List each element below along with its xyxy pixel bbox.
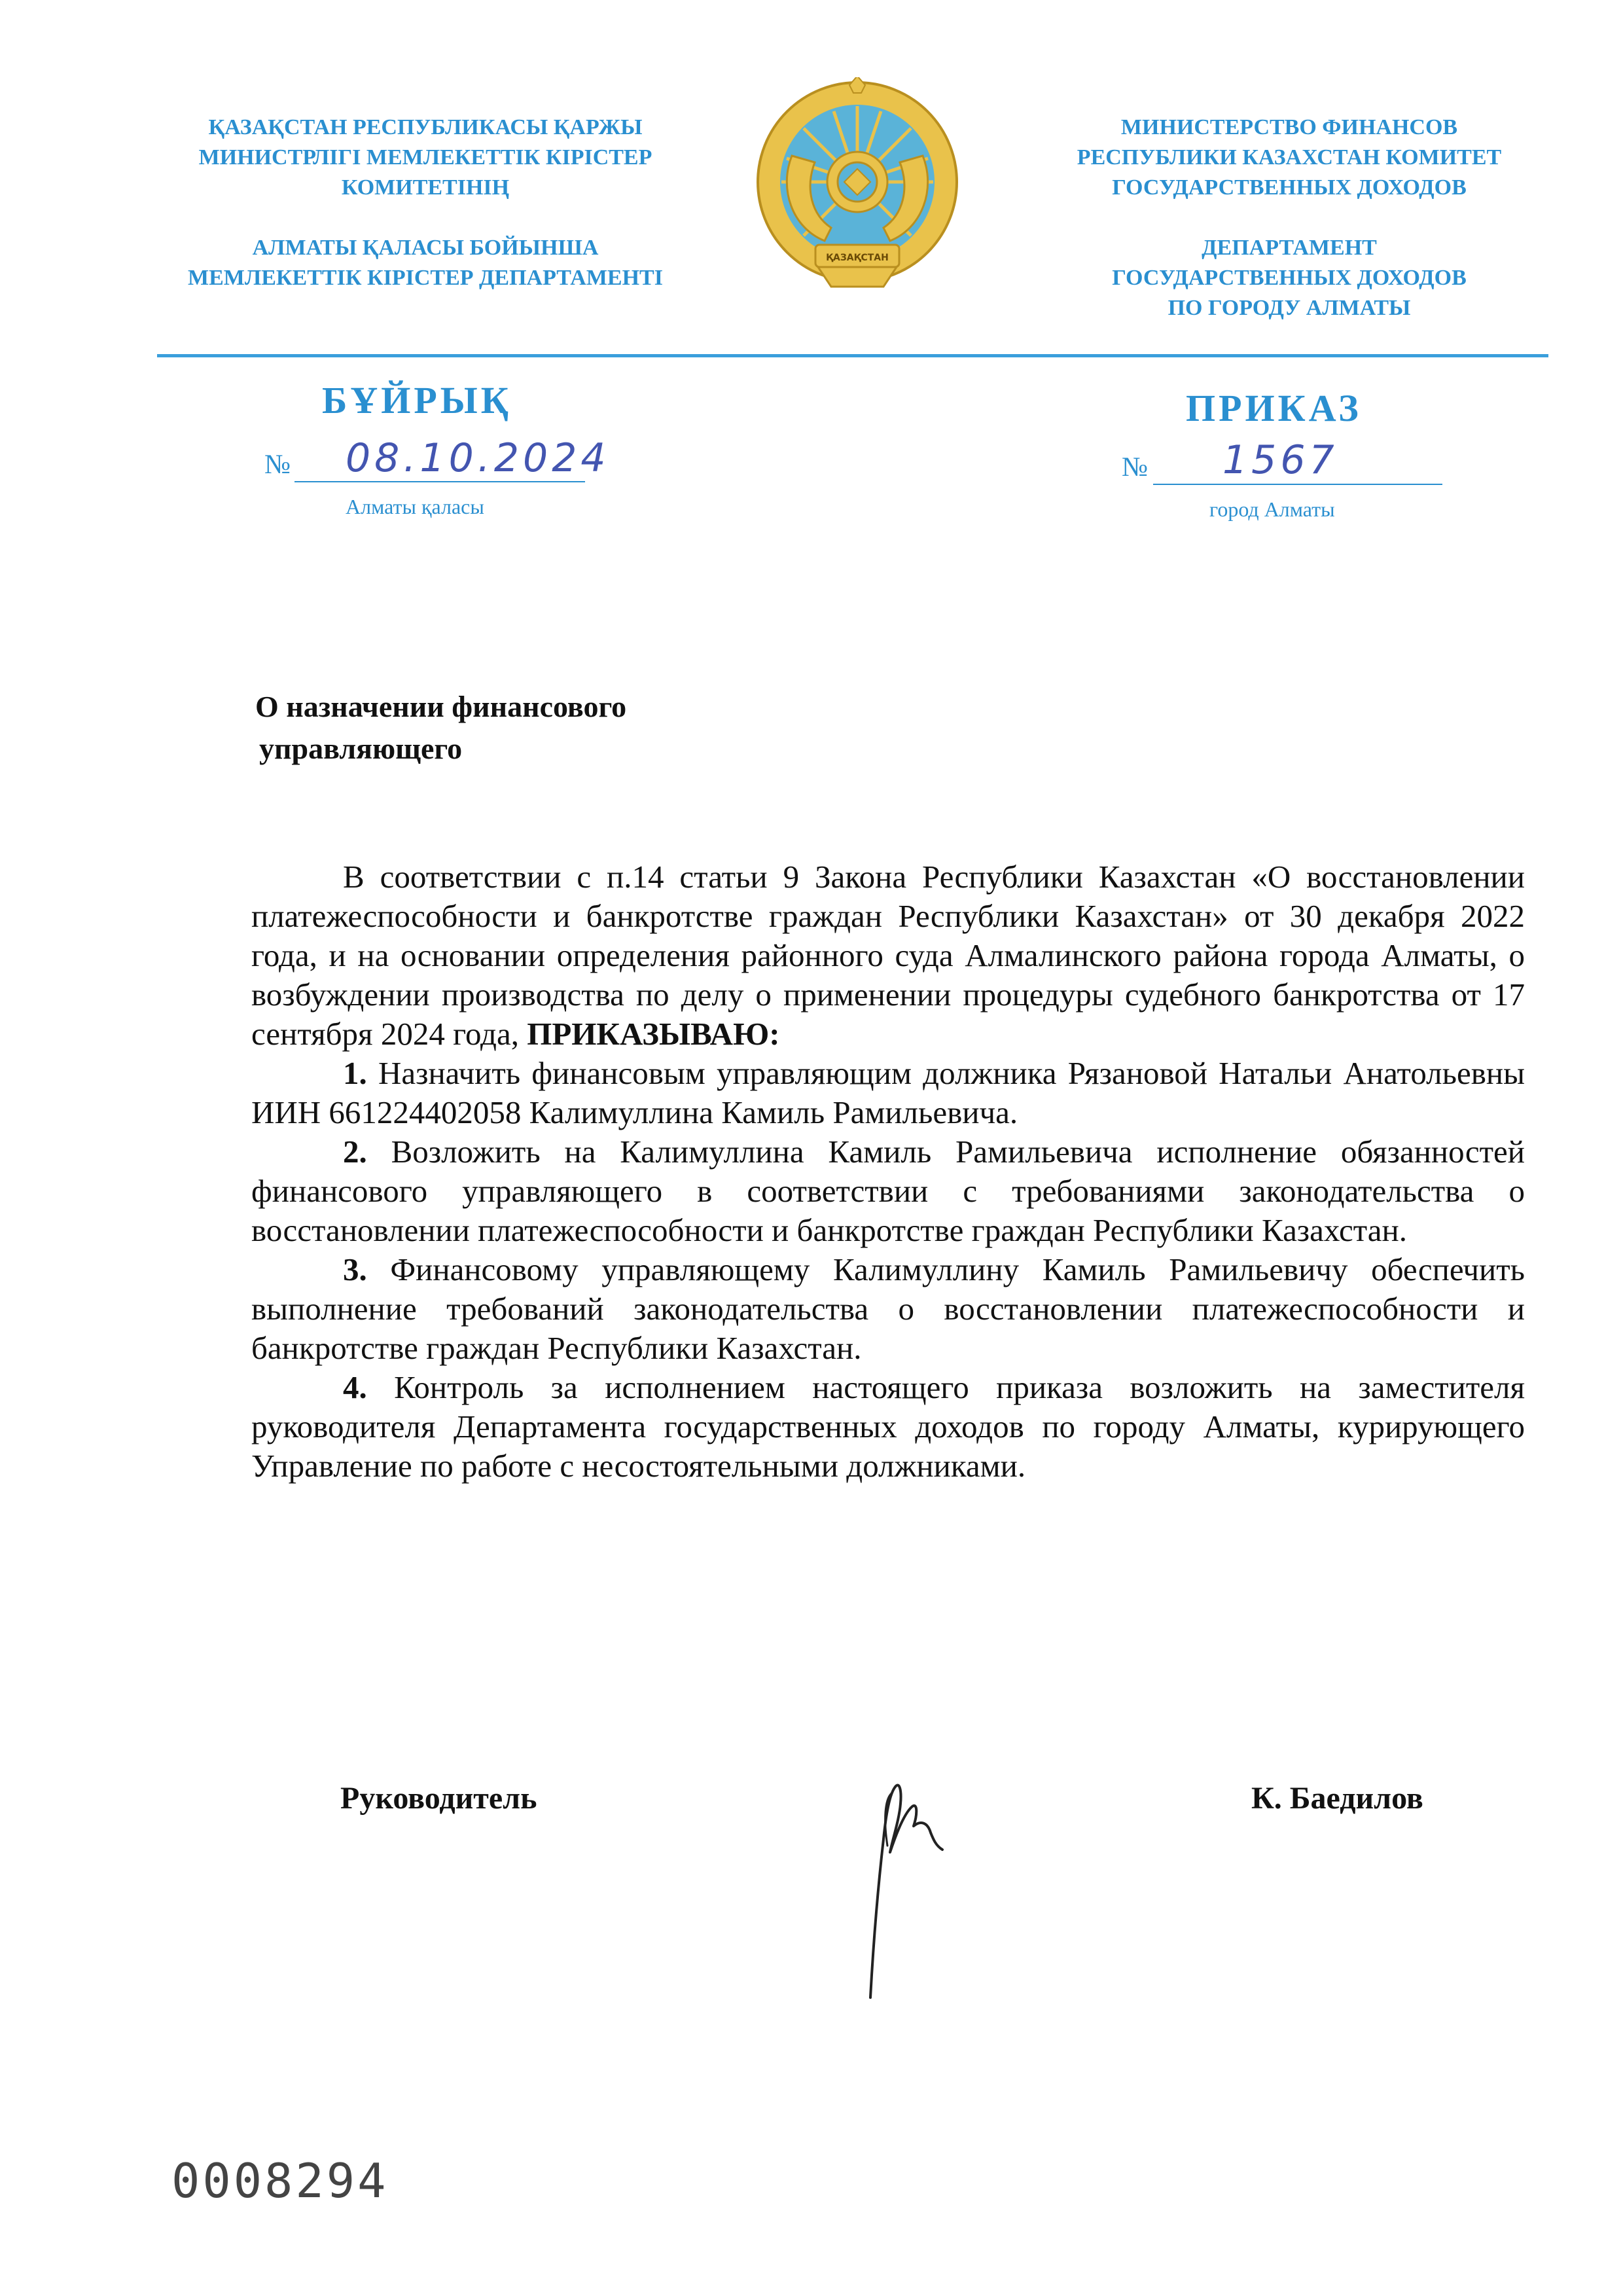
signatory-title: Руководитель bbox=[340, 1781, 537, 1816]
body-item-number: 1. bbox=[343, 1055, 367, 1091]
subject-line: управляющего bbox=[259, 732, 463, 765]
header-left-dept-line: МЕМЛЕКЕТТІК КІРІСТЕР ДЕПАРТАМЕНТІ bbox=[188, 266, 663, 290]
header-left-org-line: КОМИТЕТІНІҢ bbox=[341, 175, 510, 200]
order-date-handwritten: 08.10.2024 bbox=[346, 435, 610, 481]
order-title-ru: ПРИКАЗ bbox=[1186, 387, 1362, 429]
header-left-org-line: МИНИСТРЛІГІ МЕМЛЕКЕТТІК КІРІСТЕР bbox=[198, 145, 652, 170]
order-number-handwritten: 1567 bbox=[1222, 437, 1338, 483]
body-item-number: 2. bbox=[343, 1134, 367, 1170]
header-right-org-line: МИНИСТЕРСТВО ФИНАНСОВ bbox=[1120, 115, 1458, 139]
kazakhstan-state-emblem-icon bbox=[753, 77, 962, 293]
body-command: ПРИКАЗЫВАЮ: bbox=[527, 1016, 780, 1052]
serial-number: 0008294 bbox=[171, 2153, 389, 2208]
body-item bbox=[251, 1368, 1525, 1486]
body-intro-paragraph bbox=[251, 857, 1525, 1054]
body-item bbox=[251, 1250, 1525, 1368]
order-title-kz: БҰЙРЫҚ bbox=[322, 379, 512, 422]
body-item-number: 4. bbox=[343, 1369, 367, 1405]
body-item-text: Контроль за исполнением настоящего приказа возложить на заместителя руководителя Департамента государственных доходов по городу Алматы, курирующего Управление по работе с несостоятельными должниками. bbox=[251, 1369, 1525, 1484]
city-kz: Алматы қаласы bbox=[346, 495, 484, 518]
header-right-dept-line: ГОСУДАРСТВЕННЫХ ДОХОДОВ bbox=[1112, 266, 1467, 290]
signatory-name: К. Баедилов bbox=[1251, 1781, 1423, 1816]
subject-line: О назначении финансового bbox=[255, 690, 627, 723]
number-sign-kz: № bbox=[264, 450, 291, 480]
body-item-number: 3. bbox=[343, 1251, 367, 1287]
body-item bbox=[251, 1132, 1525, 1250]
city-ru: город Алматы bbox=[1209, 497, 1335, 521]
body-item-text: Финансовому управляющему Калимуллину Камиль Рамильевичу обеспечить выполнение требований законодательства о восстановлении платежеспособности и банкротстве граждан Республики Казахстан. bbox=[251, 1251, 1525, 1366]
body-intro-text: В соответствии с п.14 статьи 9 Закона Республики Казахстан «О восстановлении платежеспособности и банкротстве граждан Республики Казахстан» от 30 декабря 2022 года, и на основании определения районного суда Алмалинского района города Алматы, о возбуждении производства по делу о применении процедуры судебного банкротства от 17 сентября 2024 года, bbox=[251, 859, 1525, 1052]
number-line-ru bbox=[1153, 484, 1442, 485]
header-right-dept-line: ДЕПАРТАМЕНТ bbox=[1202, 236, 1377, 260]
body-item bbox=[251, 1054, 1525, 1132]
header-left-dept-line: АЛМАТЫ ҚАЛАСЫ БОЙЫНША bbox=[252, 236, 599, 260]
header-left-org-line: ҚАЗАҚСТАН РЕСПУБЛИКАСЫ ҚАРЖЫ bbox=[208, 115, 643, 139]
order-body bbox=[251, 857, 1525, 1486]
header-left-kz bbox=[144, 113, 707, 293]
header-divider bbox=[157, 354, 1548, 357]
number-sign-ru: № bbox=[1122, 452, 1149, 482]
header-right-ru bbox=[1041, 113, 1538, 323]
body-item-text: Возложить на Калимуллина Камиль Рамильевича исполнение обязанностей финансового управляющего в соответствии с требованиями законодательства о восстановлении платежеспособности и банкротстве граждан Республики Казахстан. bbox=[251, 1134, 1525, 1248]
body-item-text: Назначить финансовым управляющим должника Рязановой Натальи Анатольевны ИИН 661224402058 Калимуллина Камиль Рамильевича. bbox=[251, 1055, 1525, 1130]
header-right-org-line: ГОСУДАРСТВЕННЫХ ДОХОДОВ bbox=[1112, 175, 1467, 200]
order-subject bbox=[255, 686, 844, 770]
header-right-dept-line: ПО ГОРОДУ АЛМАТЫ bbox=[1168, 296, 1411, 320]
handwritten-signature-icon bbox=[844, 1741, 975, 2003]
header-right-org-line: РЕСПУБЛИКИ КАЗАХСТАН КОМИТЕТ bbox=[1077, 145, 1502, 170]
number-line-kz bbox=[294, 481, 585, 482]
emblem-text: ҚАЗАҚСТАН bbox=[826, 253, 889, 263]
